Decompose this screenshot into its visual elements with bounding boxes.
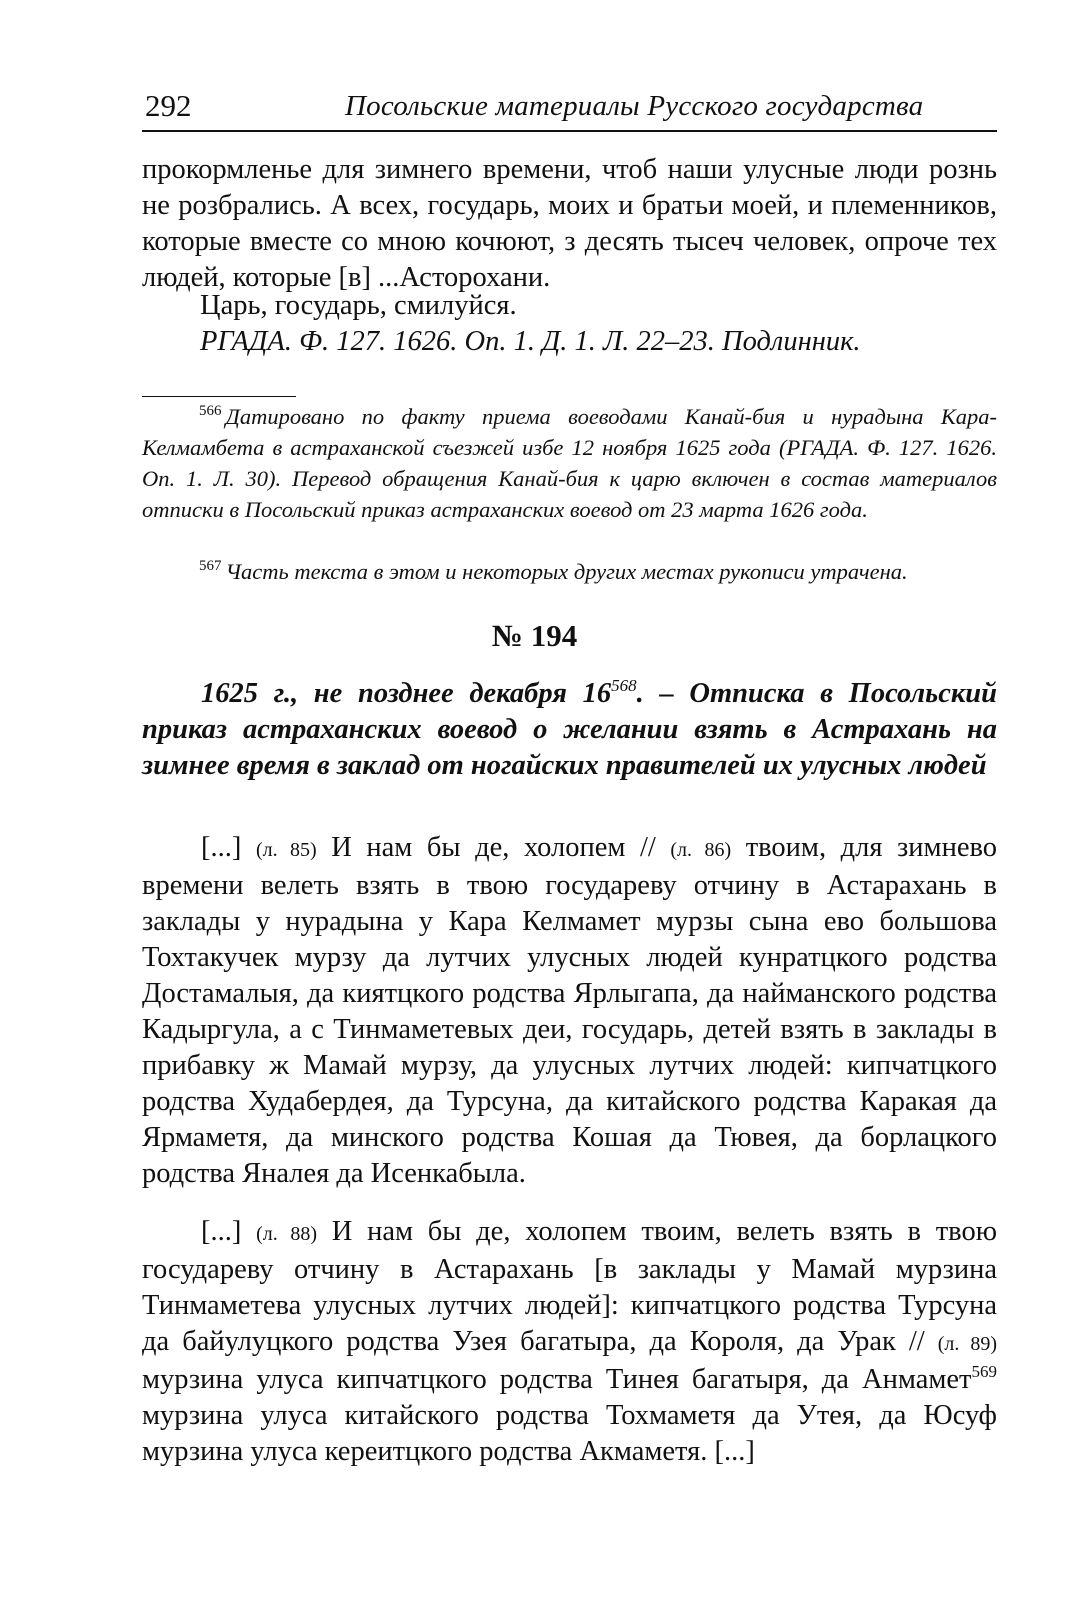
- document-paragraph-1: [142, 830, 997, 1192]
- heading-text: . – Отписка в Посольский приказ астраханских воевод о желании взять в Астрахань на зимнее время в заклад от ногайских правителей их улусных людей: [142, 678, 997, 781]
- heading-footnote-mark: 568: [611, 676, 637, 695]
- paragraph-text: И нам бы де, холопем //: [316, 832, 671, 863]
- footnote-divider: [142, 396, 296, 397]
- folio-reference: (л. 89): [937, 1333, 997, 1355]
- lacuna-mark: [...]: [201, 1216, 257, 1247]
- heading-date: 1625 г., не позднее декабря 16: [201, 678, 612, 709]
- footnote-mark: 569: [971, 1362, 997, 1381]
- footnote-567: [142, 556, 997, 587]
- paragraph-text: мурзина улуса кипчатцкого родства Тинея багатыря, да Анмамет: [142, 1364, 972, 1395]
- archival-source: РГАДА. Ф. 127. 1626. Оп. 1. Д. 1. Л. 22–23. Подлинник.: [200, 326, 861, 357]
- paragraph-text: твоим, для зимнево времени велеть взять в твою государеву отчину в Астарахань в заклады у нурадына у Кара Келмамет мурзы сына ево большова Тохтакучек мурзу да лутчих улусных людей кунратцкого родства Достамалыя, да киятцкого родства Ярлыгапа, да найманского родства Кадыргула, а с Тинмаметевых деи, государь, детей взять в заклады в прибавку ж Мамай мурзу, да улусных лутчих людей: кипчатцкого родства Худабердея, да Турсуна, да китайского родства Каракая да Ярмаметя, да минского родства Кошая да Тювея, да борлацкого родства Яналея да Исенкабыла.: [142, 832, 998, 1189]
- footnote-number: 566: [199, 403, 222, 419]
- paragraph-text: И нам бы де, холопем твоим, велеть взять в твою государеву отчину в Астарахань [в заклады у Мамай мурзина Тинмаметева улусных лутчих людей]: кипчатцкого родства Турсуна да байулуцкого родства Узея багатыра, да Короля, да Урак //: [142, 1216, 997, 1357]
- document-number: № 194: [491, 618, 578, 653]
- previous-document-paragraph: прокормленье для зимнего времени, чтоб наши улусные люди рознь не розбрались. А всех, государь, моих и братьи моей, и племенников, которые вместе со мною кочюют, з десять тысеч человек, опроче тех людей, которые [в] ...Асторохани.: [142, 154, 997, 293]
- footnote-text: Датировано по факту приема воеводами Канай-бия и нурадына Кара-Келмамбета в астраханской съезжей избе 12 ноября 1625 года (РГАДА. Ф. 127. 1626. Оп. 1. Л. 30). Перевод обращения Канай-бия к царю включен в состав материалов отписки в Посольский приказ астраханских воевод от 23 марта 1626 года.: [142, 404, 997, 522]
- closing-line: Царь, государь, смилуйся.: [200, 290, 517, 321]
- document-heading: [142, 676, 997, 784]
- folio-reference: (л. 86): [670, 839, 732, 861]
- running-header: [142, 88, 997, 132]
- folio-reference: (л. 88): [256, 1223, 318, 1245]
- paragraph-text: мурзина улуса китайского родства Тохмаметя да Утея, да Юсуф мурзина улуса кереитцкого родства Акмаметя. [...]: [142, 1400, 997, 1467]
- footnote-number: 567: [199, 558, 222, 574]
- footnote-text: Часть текста в этом и некоторых других местах рукописи утрачена.: [225, 559, 908, 584]
- folio-reference: (л. 85): [255, 839, 317, 861]
- lacuna-mark: [...]: [201, 832, 256, 863]
- running-title: Посольские материалы Русского государства: [345, 90, 924, 122]
- footnote-566: [142, 401, 997, 525]
- page-number: 292: [145, 88, 192, 123]
- document-paragraph-2: [142, 1214, 997, 1470]
